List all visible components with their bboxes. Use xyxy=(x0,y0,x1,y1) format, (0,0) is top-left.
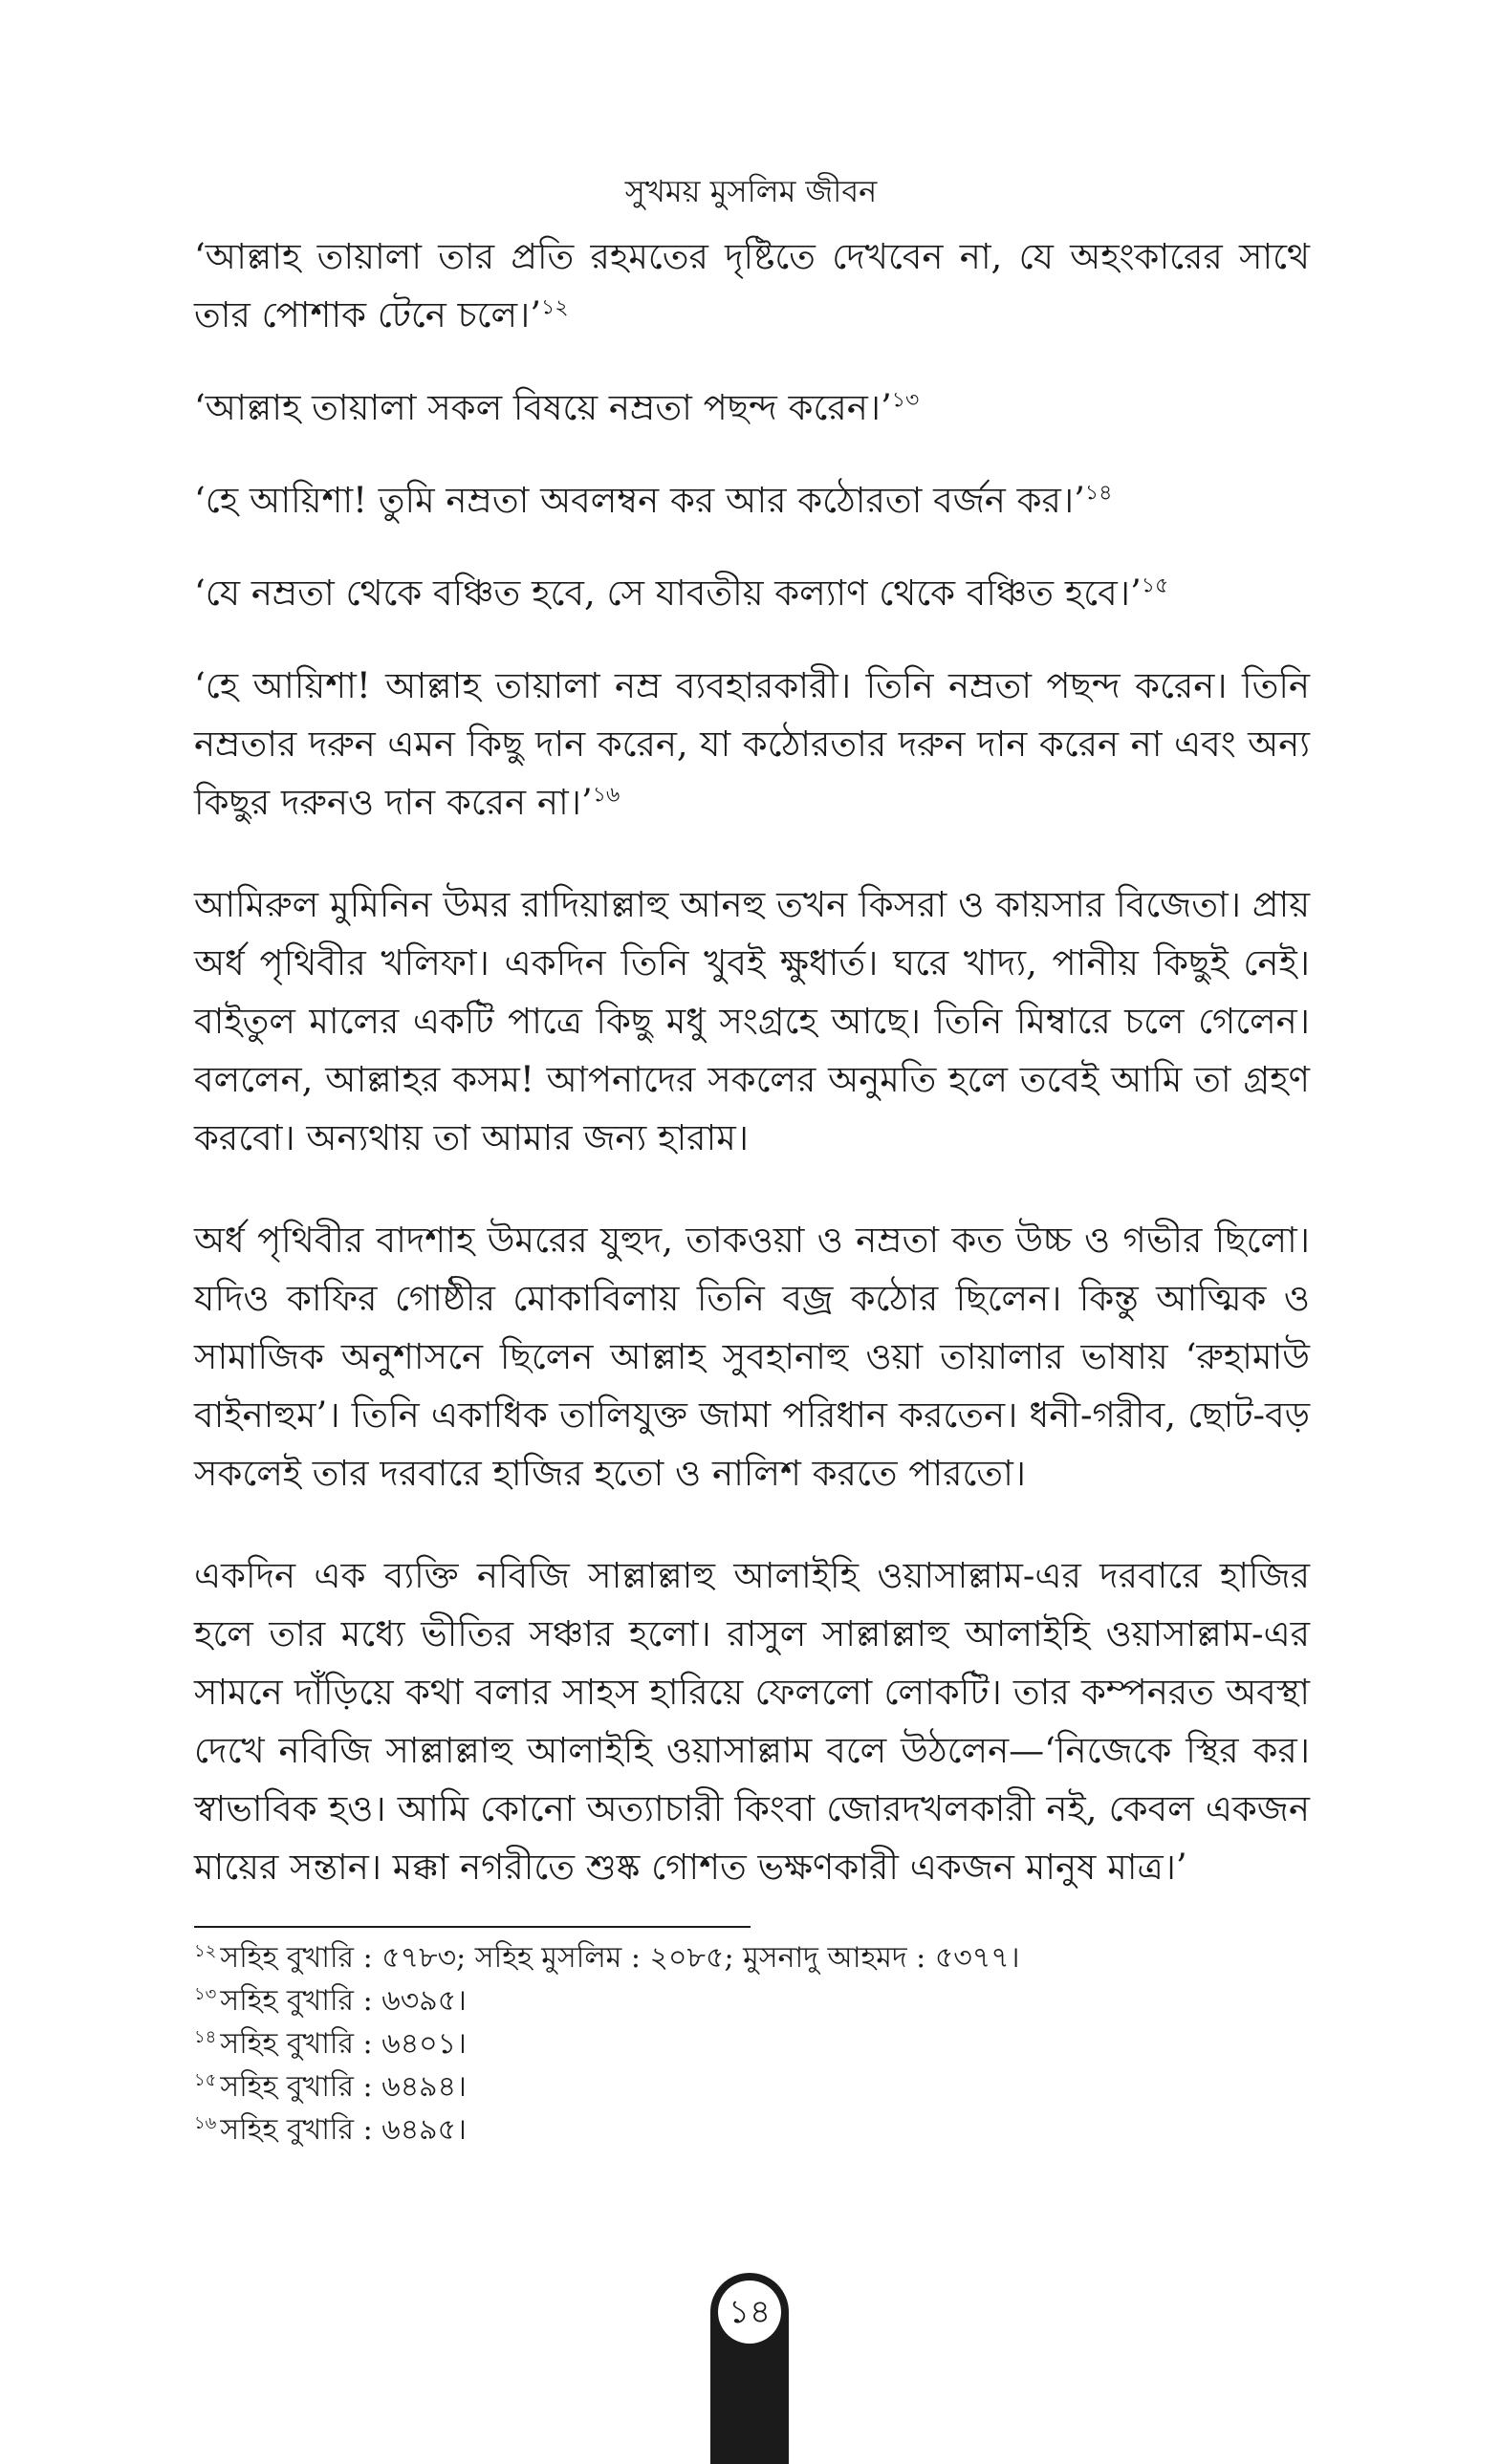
footnote-text: সহিহ বুখারি : ৫৭৮৩; সহিহ মুসলিম : ২০৮৫; মুসনাদু আহমদ : ৫৩৭৭। xyxy=(220,1941,1020,1975)
footnotes xyxy=(194,1936,1310,2151)
body-paragraph: একদিন এক ব্যক্তি নবিজি সাল্লাল্লাহু আলাইহি ওয়াসাল্লাম-এর দরবারে হাজির হলে তার মধ্যে ভীতির সঞ্চার হলো। রাসুল সাল্লাল্লাহু আলাইহি ওয়াসাল্লাম-এর সামনে দাঁড়িয়ে কথা বলার সাহস হারিয়ে ফেললো লোকটি। তার কম্পনরত অবস্থা দেখে নবিজি সাল্লাল্লাহু আলাইহি ওয়াসাল্লাম বলে উঠলেন—‘নিজেকে স্থির কর। স্বাভাবিক হও। আমি কোনো অত্যাচারী কিংবা জোরদখলকারী নই, কেবল একজন মায়ের সন্তান। মক্কা নগরীতে শুষ্ক গোশত ভক্ষণকারী একজন মানুষ মাত্র।’ xyxy=(194,1555,1310,1888)
footnote-ref[interactable]: ১৫ xyxy=(1141,573,1169,598)
footnote-ref[interactable]: ১৬ xyxy=(592,783,620,808)
footnote xyxy=(194,2108,1310,2151)
paragraph-text: ‘আল্লাহ তায়ালা সকল বিষয়ে নম্রতা পছন্দ করেন।’ xyxy=(194,387,892,428)
footnote xyxy=(194,2065,1310,2108)
footnote-number: ১৬ xyxy=(194,2113,217,2133)
quote-paragraph xyxy=(194,227,1310,344)
footnote-number: ১৫ xyxy=(194,2070,217,2090)
paragraph-text: ‘আল্লাহ তায়ালা তার প্রতি রহমতের দৃষ্টিতে দেখবেন না, যে অহংকারের সাথে তার পোশাক টেনে চলে।’ xyxy=(194,236,1310,335)
footnote-ref[interactable]: ১৩ xyxy=(891,388,920,413)
body-paragraph: অর্ধ পৃথিবীর বাদশাহ উমরের যুহুদ, তাকওয়া ও নম্রতা কত উচ্চ ও গভীর ছিলো। যদিও কাফির গোষ্ঠীর মোকাবিলায় তিনি বজ্র কঠোর ছিলেন। কিন্তু আত্মিক ও সামাজিক অনুশাসনে ছিলেন আল্লাহ সুবহানাহু ওয়া তায়ালার ভাষায় ‘রুহামাউ বাইনাহুম’। তিনি একাধিক তালিযুক্ত জামা পরিধান করতেন। ধনী-গরীব, ছোট-বড় সকলেই তার দরবারে হাজির হতো ও নালিশ করতে পারতো। xyxy=(194,1220,1310,1494)
footnote-text: সহিহ বুখারি : ৬৪৯৪। xyxy=(220,2070,467,2104)
paragraph-text: ‘হে আয়িশা! আল্লাহ তায়ালা নম্র ব্যবহারকারী। তিনি নম্রতা পছন্দ করেন। তিনি নম্রতার দরুন এমন কিছু দান করেন, যা কঠোরতার দরুন দান করেন না এবং অন্য কিছুর দরুনও দান করেন না।’ xyxy=(194,665,1310,823)
footnote-divider xyxy=(194,1926,751,1928)
body-text xyxy=(194,227,1310,1931)
paragraph-text: ‘হে আয়িশা! তুমি নম্রতা অবলম্বন কর আর কঠোরতা বর্জন কর।’ xyxy=(194,480,1085,521)
footnote-number: ১৪ xyxy=(194,2027,217,2047)
quote-paragraph xyxy=(194,471,1310,530)
footnote xyxy=(194,1936,1310,1979)
page-number: ১৪ xyxy=(718,2280,781,2344)
body-paragraph: আমিরুল মুমিনিন উমর রাদিয়াল্লাহু আনহু তখন কিসরা ও কায়সার বিজেতা। প্রায় অর্ধ পৃথিবীর খলিফা। একদিন তিনি খুবই ক্ষুধার্ত। ঘরে খাদ্য, পানীয় কিছুই নেই। বাইতুল মালের একটি পাত্রে কিছু মধু সংগ্রহে আছে। তিনি মিম্বারে চলে গেলেন। বললেন, আল্লাহর কসম! আপনাদের সকলের অনুমতি হলে তবেই আমি তা গ্রহণ করবো। অন্যথায় তা আমার জন্য হারাম। xyxy=(194,884,1310,1158)
quote-paragraph xyxy=(194,657,1310,832)
running-header: সুখময় মুসলিম জীবন xyxy=(624,173,878,209)
footnote xyxy=(194,1979,1310,2022)
footnote-ref[interactable]: ১৪ xyxy=(1084,481,1113,506)
quote-paragraph xyxy=(194,564,1310,622)
footnote-text: সহিহ বুখারি : ৬৩৯৫। xyxy=(220,1984,467,2018)
footnote-text: সহিহ বুখারি : ৬৪৯৫। xyxy=(220,2113,467,2147)
footnote-ref[interactable]: ১২ xyxy=(541,295,569,320)
footnote-text: সহিহ বুখারি : ৬৪০১। xyxy=(220,2027,467,2061)
footnote xyxy=(194,2022,1310,2065)
quote-paragraph xyxy=(194,378,1310,437)
footnote-number: ১৩ xyxy=(194,1984,217,2004)
paragraph-text: ‘যে নম্রতা থেকে বঞ্চিত হবে, সে যাবতীয় কল্যাণ থেকে বঞ্চিত হবে।’ xyxy=(194,573,1142,614)
footnote-number: ১২ xyxy=(194,1941,217,1961)
